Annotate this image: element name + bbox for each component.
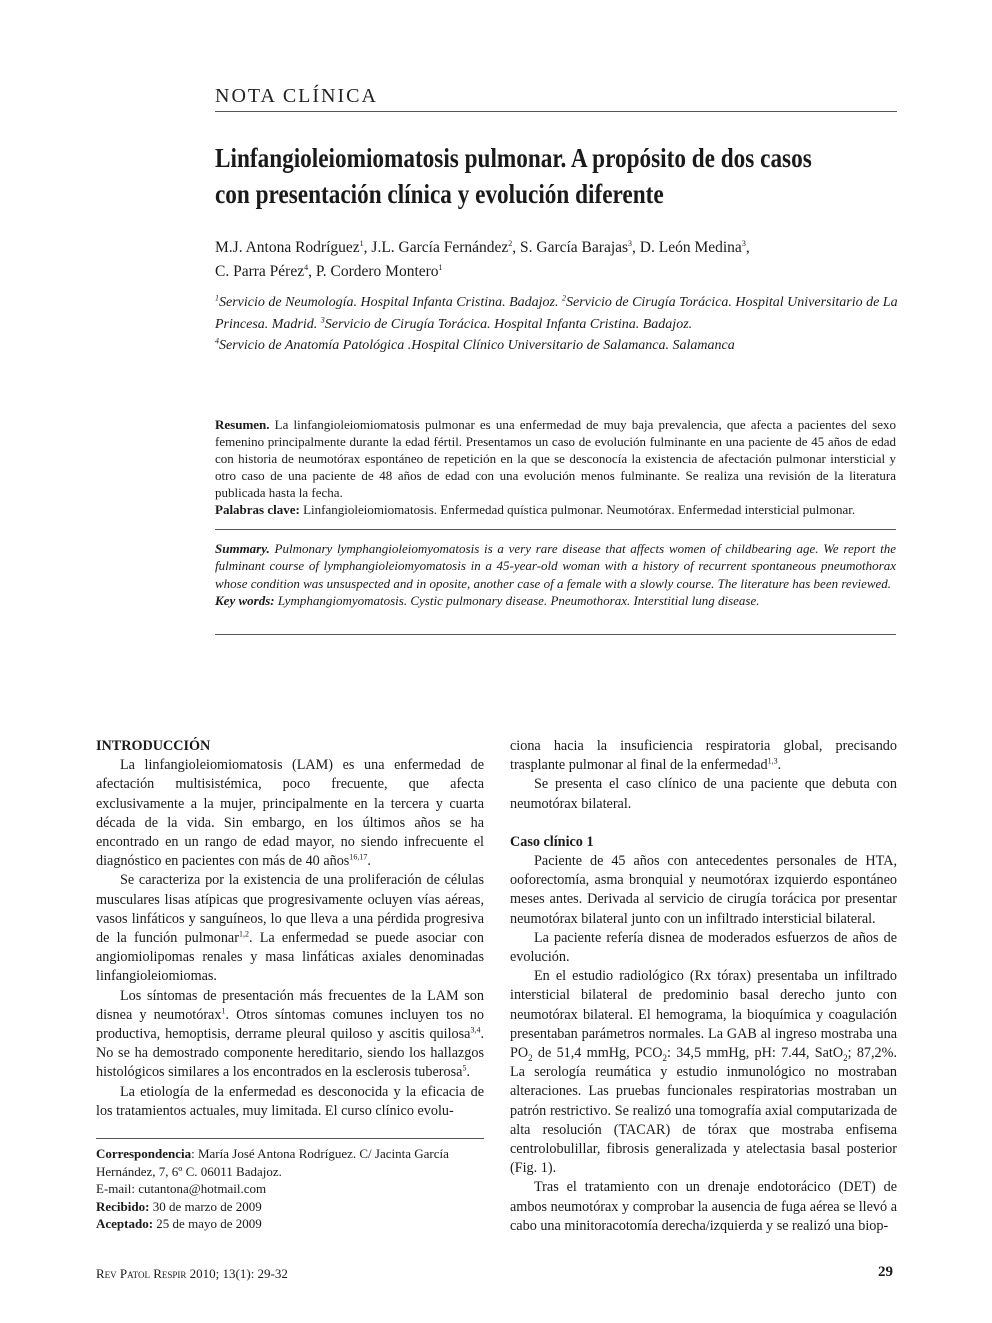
correspondence-text: : María José Antona Rodríguez. C/ Jacinta García Hernández, 7, 6º C. 06011 Badajoz.	[96, 1146, 449, 1179]
paragraph: La paciente refería disnea de moderados esfuerzos de años de evolución.	[510, 929, 897, 966]
resumen-text: La linfangioleiomiomatosis pulmonar es una enfermedad de muy baja prevalencia, que afecta a pacientes del sexo femenino principalmente durante la edad fértil. Presentamos un caso de evolución fulminante en una paciente de 45 años de edad con historia de neumotórax espontáneo de repetición en la que se desconocía la existencia de afectación pulmonar intersticial y otro caso de una paciente de 48 años de edad con una evolución menos fulminante. Se realiza una revisión de la literatura publicada hasta la fecha.	[215, 417, 897, 500]
affiliation-number: 2	[562, 293, 566, 303]
summary-text: Pulmonary lymphangioleiomyomatosis is a very rare disease that affects women of childbearing age. We report the fulminant course of lymphangioleiomyomatosis in a 45-year-old woman with a history of recurrent spontaneous pneumothorax whose condition was unsuspected and in oposite, another case of a female with a slowly course. The literature has been reviewed.	[215, 541, 897, 591]
author: P. Cordero Montero	[315, 263, 439, 280]
paragraph: Tras el tratamiento con un drenaje endotorácico (DET) de ambos neumotórax y comprobar la ausencia de fuga aérea se llevó a cabo una minitoracotomía derecha/izquierda y se realizó una biop-	[510, 1179, 897, 1234]
keywords-label: Key words:	[215, 592, 275, 608]
palabras-clave-text: Linfangioleiomiomatosis. Enfermedad quística pulmonar. Neumotórax. Enfermedad intersticial pulmonar.	[303, 502, 856, 517]
journal-name: Rev Patol Respir	[96, 1266, 187, 1281]
author: J.L. García Fernández	[371, 239, 509, 256]
paragraph: En el estudio radiológico (Rx tórax) presentaba un infiltrado intersticial bilateral de predominio basal derecho junto con neumotórax bilateral. El hemograma, la bioquímica y coagulación presentaban parámetros normales. La GAB al ingreso mostraba una $PO_2$ de 51,4 mmHg, $PCO_2$: 34,5 mmHg, pH: 7.44, SatO$_2$; 87,2%. La serología reumática y estudio inmunológico no mostraban alteraciones. Las pruebas funcionales respiratorias mostraban un patrón restrictivo. Se realizó una tomografía axial computarizada de alta resolución (TACAR) de tórax que mostraba enfisema centrolobulillar, fibrosis generalizada y atelectasia basal posterior (Fig. 1).	[510, 968, 898, 1177]
correspondence-block	[96, 1145, 484, 1233]
footer-citation	[96, 1266, 288, 1282]
paragraph: Se presenta el caso clínico de una paciente que debuta con neumotórax bilateral.	[510, 776, 897, 812]
received-label: Recibido:	[96, 1198, 150, 1214]
correspondence-email: E-mail: cutantona@hotmail.com	[96, 1181, 267, 1196]
citation: 2010; 13(1): 29-32	[189, 1266, 288, 1281]
keywords-text: Lymphangiomyomatosis. Cystic pulmonary disease. Pneumothorax. Interstitial lung disease.	[277, 592, 760, 608]
palabras-clave-label: Palabras clave:	[215, 502, 300, 517]
affiliation-number: 4	[215, 336, 219, 346]
paragraph: Paciente de 45 años con antecedentes personales de HTA, ooforectomía, asma bronquial y neumotórax izquierdo espontáneo meses antes. Derivada al servicio de cirugía torácica por presentar neumotórax bilateral junto con un infiltrado intersticial bilateral.	[510, 853, 897, 927]
affiliation: Servicio de Cirugía Torácica. Hospital Universitario de La Princesa. Madrid.	[215, 295, 898, 332]
correspondence-rule	[96, 1138, 484, 1139]
section-label: NOTA CLÍNICA	[215, 85, 378, 107]
affiliations	[215, 292, 905, 357]
title-line-2: con presentación clínica y evolución diferente	[215, 179, 664, 209]
abstract-divider	[215, 529, 896, 530]
author-affiliation-ref: 3	[628, 238, 633, 248]
correspondence-label: Correspondencia	[96, 1146, 192, 1161]
author: M.J. Antona Rodríguez	[215, 239, 360, 256]
paragraph: Se caracteriza por la existencia de una proliferación de células musculares lisas atípicas que progresivamente ocluyen vías aéreas, vasos linfáticos y sanguíneos, lo que lleva a una pérdida progresiva de la función pulmonar$^{1,2}$. La enfermedad se puede asociar con angiomiolipomas renales y masa linfáticas axiales denominadas linfangioleiomiomas.	[96, 872, 484, 985]
affiliation-number: 3	[320, 314, 325, 324]
page-number: 29	[878, 1264, 893, 1280]
author-affiliation-ref: 1	[438, 262, 443, 272]
author-affiliation-ref: 2	[508, 238, 513, 248]
author: S. García Barajas	[520, 239, 629, 256]
author-list: M.J. Antona Rodríguez$^1$, J.L. García Fernández$^2$, S. García Barajas$^3$, D. León Medina$^3$, C. Parra Pérez$^4$, P. Cordero Montero$^1$	[215, 238, 750, 280]
paragraph: La linfangioleiomiomatosis (LAM) es una enfermedad de afectación multisistémica, poco frecuente, que afecta exclusivamente a la mujer, principalmente en la tercera y cuarta década de la vida. Sin embargo, en los últimos años se ha encontrado en un rango de edad mayor, no siendo infrecuente el diagnóstico en pacientes con más de 40 años$^{16,17}$.	[96, 757, 484, 870]
case-heading: Caso clínico 1	[510, 833, 594, 850]
author-affiliation-ref: 4	[304, 262, 309, 272]
author: C. Parra Pérez	[215, 263, 305, 280]
affiliation-number: 1	[215, 293, 219, 303]
author-affiliation-ref: 1	[359, 238, 364, 248]
resumen-label: Resumen.	[215, 417, 270, 432]
affiliation: Servicio de Cirugía Torácica. Hospital Infanta Cristina. Badajoz.	[324, 316, 693, 332]
introduction-heading: INTRODUCCIÓN	[96, 738, 211, 754]
summary-label: Summary.	[215, 541, 270, 556]
paragraph: Los síntomas de presentación más frecuentes de la LAM son disnea y neumotórax$^1$. Otros síntomas comunes incluyen tos no productiva, hemoptisis, derrame pleural quiloso y ascitis quilosa$^{3,4}$. No se ha demostrado componente hereditario, siendo los hallazgos histológicos similares a los encontrados en la esclerosis tuberosa$^5$.	[96, 987, 484, 1081]
affiliation: Servicio de Anatomía Patológica .Hospital Clínico Universitario de Salamanca. Salamanca	[219, 338, 735, 353]
author-affiliation-ref: 3	[741, 238, 746, 248]
summary-divider	[215, 634, 896, 635]
author: D. León Medina	[639, 239, 742, 256]
body-column-right	[510, 737, 897, 1236]
paragraph: La etiología de la enfermedad es desconocida y la eficacia de los tratamientos actuales, muy limitada. El curso clínico evolu-	[96, 1083, 484, 1119]
header-rule	[215, 111, 897, 112]
accepted-label: Aceptado:	[96, 1216, 154, 1231]
article-title	[215, 140, 812, 212]
title-line-1: Linfangioleiomiomatosis pulmonar. A propósito de dos casos	[215, 143, 812, 173]
received-date: 30 de marzo de 2009	[152, 1198, 262, 1214]
abstract-spanish	[215, 416, 896, 518]
body-column-left	[96, 737, 484, 1121]
affiliation: Servicio de Neumología. Hospital Infanta Cristina. Badajoz.	[219, 295, 559, 310]
paragraph: ciona hacia la insuficiencia respiratoria global, precisando trasplante pulmonar al final de la enfermedad$^{1,3}$.	[510, 738, 897, 774]
accepted-date: 25 de mayo de 2009	[156, 1216, 262, 1231]
abstract-english	[215, 540, 896, 609]
